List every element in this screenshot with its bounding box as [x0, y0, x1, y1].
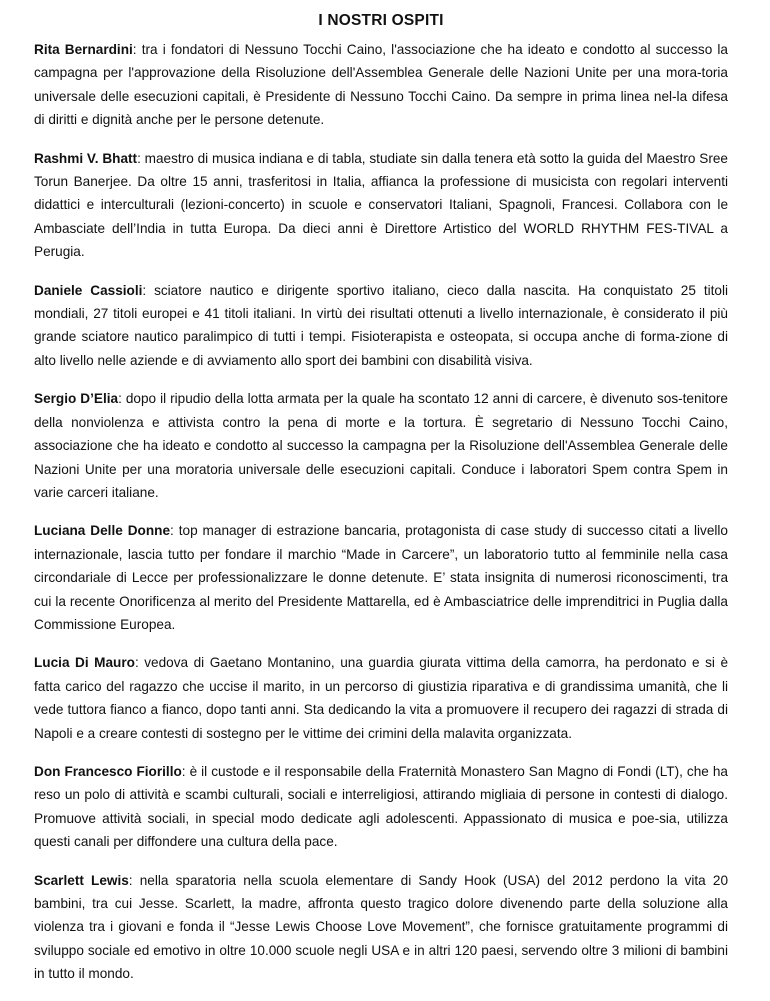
bio-paragraph [34, 519, 728, 636]
document-page [34, 10, 728, 1001]
bio-paragraph [34, 760, 728, 854]
guest-bio-text: : è il custode e il responsabile della Fraternità Monastero San Magno di Fondi (LT), che ha reso un polo di attività e scambi culturali, sociali e interreligiosi, attirando migliaia di persone in contesti di dialogo. Promuove attività sociali, in special modo dedicate agli adolescenti. Appassionato di musica e poe-sia, utilizza questi canali per diffondere una cultura della pace. [34, 763, 728, 850]
guest-name: Rita Bernardini [34, 42, 133, 57]
bio-paragraph [34, 147, 728, 264]
guest-bio-text: : nella sparatoria nella scuola elementare di Sandy Hook (USA) del 2012 perdono la vita 20 bambini, tra cui Jesse. Scarlett, la madre, affronta questo tragico dolore divenendo parte della soluzione alla violenza tra i giovani e fonda il “Jesse Lewis Choose Love Movement”, che fornisce gratuitamente programmi di sviluppo sociale ed emotivo in oltre 10.000 scuole negli USA e in altri 120 paesi, servendo oltre 3 milioni di bambini in tutto il mondo. [34, 872, 729, 982]
guest-bio-text: : dopo il ripudio della lotta armata per la quale ha scontato 12 anni di carcere, è divenuto sos-tenitore della nonviolenza e attivista contro la pena di morte e la tortura. È segretario di Nessuno Tocchi Caino, associazione che ha ideato e condotto al successo la campagna per la Risoluzione dell'Assemblea Generale delle Nazioni Unite per una moratoria universale delle esecuzioni capitali. Conduce i laboratori Spem contra Spem in varie carceri italiane. [34, 391, 728, 500]
guest-name: Sergio D’Elia [34, 391, 119, 407]
bio-paragraph [34, 869, 728, 986]
guest-name: Scarlett Lewis [34, 872, 129, 888]
guest-bio-text: : tra i fondatori di Nessuno Tocchi Caino, l'associazione che ha ideato e condotto al successo la campagna per l'approvazione della Risoluzione dell'Assemblea Generale delle Nazioni Unite per una mora-toria universale delle esecuzioni capitali, è Presidente di Nessuno Tocchi Caino. Da sempre in prima linea nel-la difesa di diritti e dignità anche per le persone detenute. [34, 42, 728, 128]
guest-bio-text: : sciatore nautico e dirigente sportivo italiano, cieco dalla nascita. Ha conquistato 25 titoli mondiali, 27 titoli europei e 41 titoli italiani. In virtù dei risultati ottenuti a livello internazionale, è considerato il più grande sciatore nautico paralimpico di tutti i tempi. Fisioterapista e osteopata, si occupa anche di forma-zione di alto livello nelle aziende e di avviamento allo sport dei bambini con disabilità visiva. [34, 282, 728, 368]
guest-bio-text: : top manager di estrazione bancaria, protagonista di case study di successo citati a livello internazionale, lascia tutto per fondare il marchio “Made in Carcere”, un laboratorio tutto al femminile nella casa circondariale di Lecce per professionalizzare le donne detenute. E’ stata insignita di numerosi riconoscimenti, tra cui la recente Onorificenza al merito del Presidente Mattarella, ed è Ambasciatrice delle imprenditrici in Puglia dalla Commissione Europea. [34, 523, 728, 632]
guest-name: Luciana Delle Donne [34, 523, 171, 539]
guest-bio-text: : maestro di musica indiana e di tabla, studiate sin dalla tenera età sotto la guida del Maestro Sree Torun Banerjee. Da oltre 15 anni, trasferitosi in Italia, affianca la professione di musicista con regolari interventi didattici e interculturali (lezioni-concerto) in scuole e conservatori Italiani, Spagnoli, Francesi. Collabora con le Ambasciate dell’India in tutta Europa. Da dieci anni è Direttore Artistico del WORLD RHYTHM FES-TIVAL a Perugia. [34, 150, 728, 260]
guest-name: Lucia Di Mauro [34, 655, 135, 671]
bio-paragraph [34, 38, 728, 132]
page-title: I NOSTRI OSPITI [318, 12, 444, 29]
guest-name: Rashmi V. Bhatt [34, 150, 138, 166]
bio-paragraph [34, 279, 728, 373]
guest-name: Daniele Cassioli [34, 282, 143, 298]
guest-bio-text: : vedova di Gaetano Montanino, una guardia giurata vittima della camorra, ha perdonato e si è fatta carico del ragazzo che uccise il marito, in un percorso di giustizia riparativa e di grandissima umanità, che li vede tuttora fianco a fianco, dopo tanti anni. Sta dedicando la vita a promuovere il recupero dei ragazzi di strada di Napoli e a creare contesti di sostegno per le vittime dei crimini della malavita organizzata. [34, 655, 729, 741]
bio-paragraph [34, 387, 728, 504]
guest-name: Don Francesco Fiorillo [34, 763, 182, 779]
bio-paragraph [34, 651, 728, 745]
